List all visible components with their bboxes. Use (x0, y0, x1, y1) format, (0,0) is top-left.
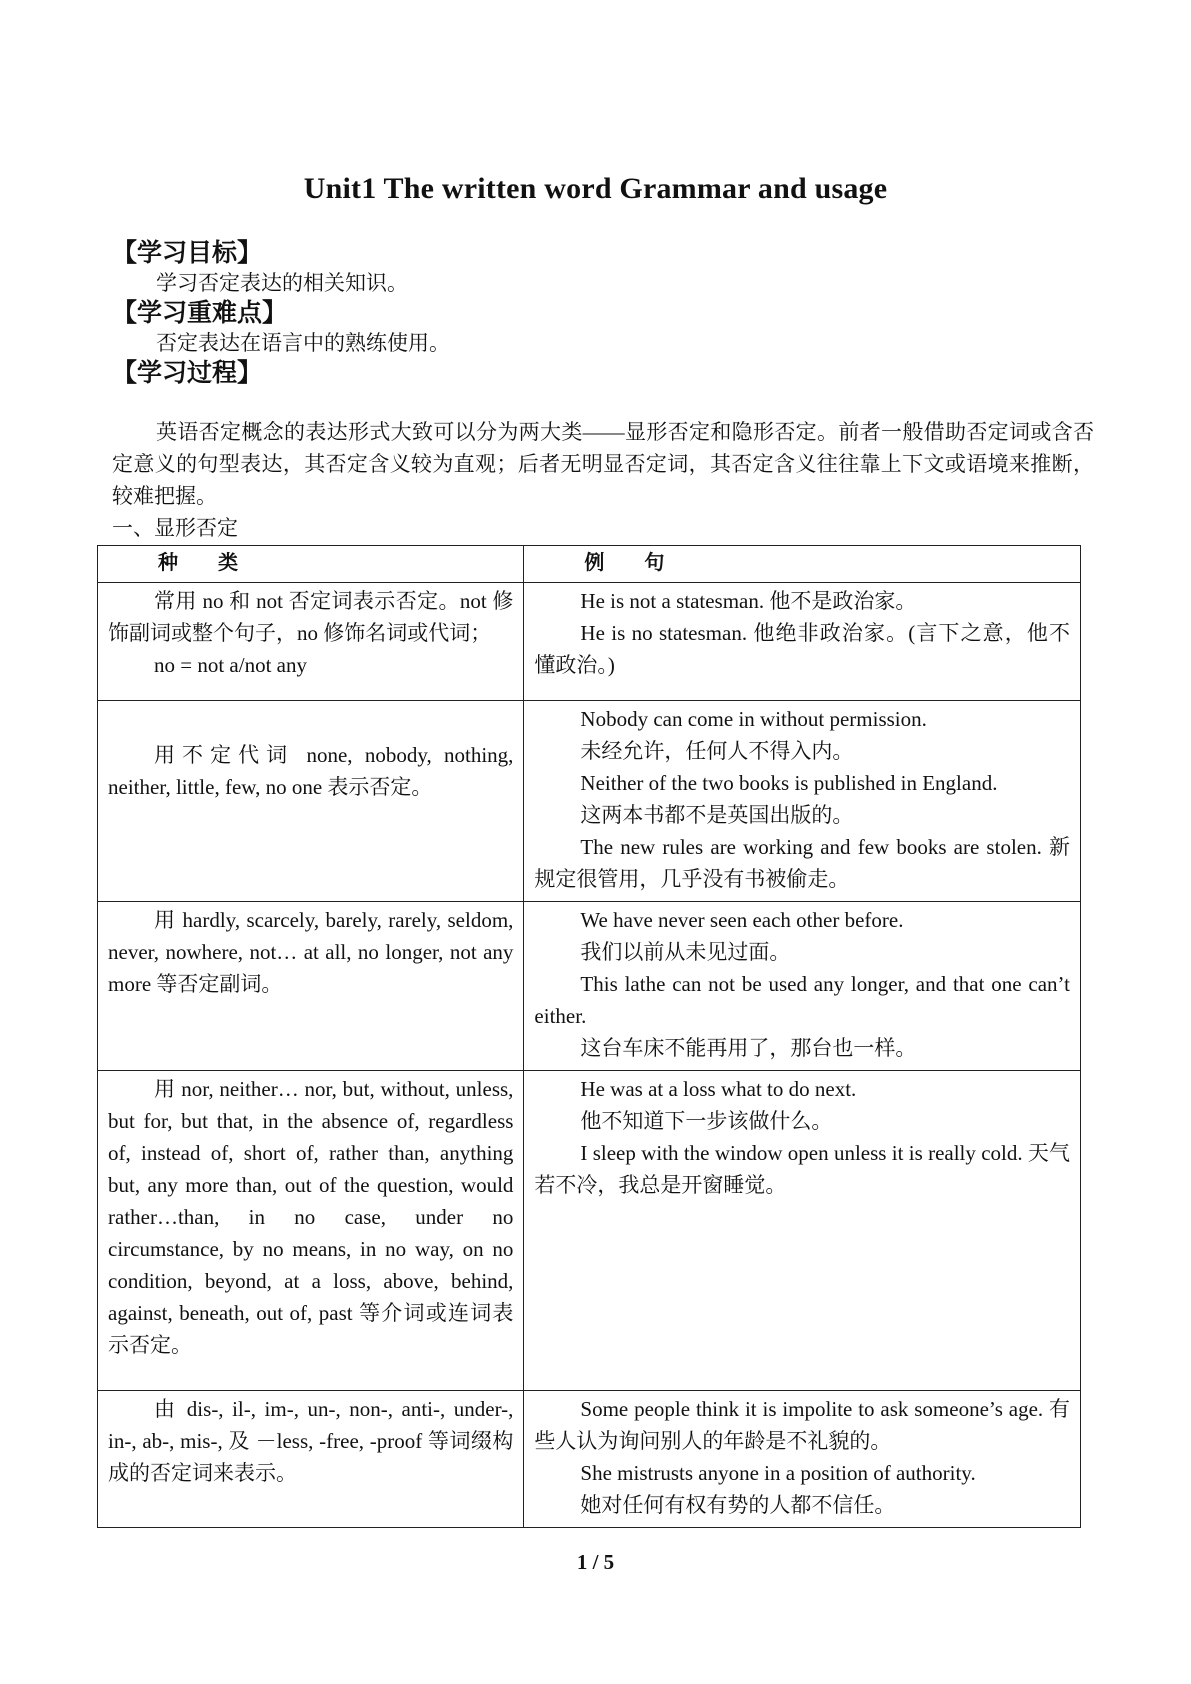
header-example: 例 句 (524, 546, 1081, 583)
kind-cell (98, 1391, 524, 1528)
example-line: Nobody can come in without permission. (580, 707, 927, 731)
example-line: I sleep with the window open unless it is really cold. 天气若不冷，我总是开窗睡觉。 (534, 1141, 1070, 1197)
table-row (98, 701, 1081, 902)
subsection-explicit-negation: 一、显形否定 (112, 516, 238, 540)
example-line: 这两本书都不是英国出版的。 (580, 803, 854, 827)
example-line: 未经允许，任何人不得入内。 (580, 739, 854, 763)
example-line: We have never seen each other before. (580, 908, 904, 932)
negation-table (97, 545, 1081, 1528)
example-line: 他不知道下一步该做什么。 (580, 1109, 833, 1133)
example-line: 她对任何有权有势的人都不信任。 (580, 1493, 896, 1517)
kind-cell (98, 583, 524, 701)
table-row (98, 1391, 1081, 1528)
example-cell (524, 1391, 1081, 1528)
example-line: 我们以前从未见过面。 (580, 940, 791, 964)
key-points-body: 否定表达在语言中的熟练使用。 (156, 331, 450, 355)
example-cell (524, 902, 1081, 1071)
table-row (98, 902, 1081, 1071)
example-cell (524, 701, 1081, 902)
table-row (98, 1071, 1081, 1391)
key-points-heading: 【学习重难点】 (112, 298, 288, 327)
example-line: Neither of the two books is published in England. (580, 771, 998, 795)
example-line: He was at a loss what to do next. (580, 1077, 857, 1101)
kind-text: 用不定代词 none, nobody, nothing, neither, little, few, no one 表示否定。 (108, 743, 514, 799)
example-line: Some people think it is impolite to ask someone’s age. 有些人认为询问别人的年龄是不礼貌的。 (534, 1397, 1070, 1453)
process-intro: 英语否定概念的表达形式大致可以分为两大类——显形否定和隐形否定。前者一般借助否定词或含否定意义的句型表达，其否定含义较为直观；后者无明显否定词，其否定含义往往靠上下文或语境来推断，较难把握。 (112, 420, 1094, 508)
example-cell (524, 1071, 1081, 1391)
example-line: The new rules are working and few books are stolen. 新规定很管用，几乎没有书被偷走。 (534, 835, 1070, 891)
kind-cell (98, 902, 524, 1071)
example-line: This lathe can not be used any longer, and that one can’t either. (534, 972, 1070, 1028)
table-header-row (98, 546, 1081, 583)
example-line: 这台车床不能再用了，那台也一样。 (580, 1036, 917, 1060)
header-kind: 种 类 (98, 546, 524, 583)
example-line: He is no statesman. 他绝非政治家。(言下之意，他不懂政治。) (534, 621, 1070, 677)
objectives-body: 学习否定表达的相关知识。 (156, 271, 408, 295)
process-heading: 【学习过程】 (112, 358, 263, 387)
kind-text: no = not a/not any (154, 653, 307, 677)
example-line: She mistrusts anyone in a position of authority. (580, 1461, 976, 1485)
example-cell (524, 583, 1081, 701)
kind-cell (98, 701, 524, 902)
kind-cell (98, 1071, 524, 1391)
kind-text: 用 hardly, scarcely, barely, rarely, seldom, never, nowhere, not… at all, no longer, not any more 等否定副词。 (108, 908, 514, 996)
page-number: 1 / 5 (576, 1550, 615, 1574)
kind-text: 常用 no 和 not 否定词表示否定。not 修饰副词或整个句子，no 修饰名词或代词； (108, 589, 514, 645)
objectives-heading: 【学习目标】 (112, 238, 263, 267)
example-line: He is not a statesman. 他不是政治家。 (580, 589, 917, 613)
kind-text: 由 dis-, il-, im-, un-, non-, anti-, under-, in-, ab-, mis-, 及 －less, -free, -proof 等词缀构成的否定词来表示。 (108, 1397, 514, 1485)
page-title: Unit1 The written word Grammar and usage (303, 172, 888, 205)
table-row (98, 583, 1081, 701)
kind-text: 用 nor, neither… nor, but, without, unless, but for, but that, in the absence of, regardless of, instead of, short of, rather than, anything but, any more than, out of the question, would rather…than, in no case, under no circumstance, by no means, in no way, on no condition, beyond, at a loss, above, behind, against, beneath, out of, past 等介词或连词表示否定。 (108, 1077, 514, 1357)
